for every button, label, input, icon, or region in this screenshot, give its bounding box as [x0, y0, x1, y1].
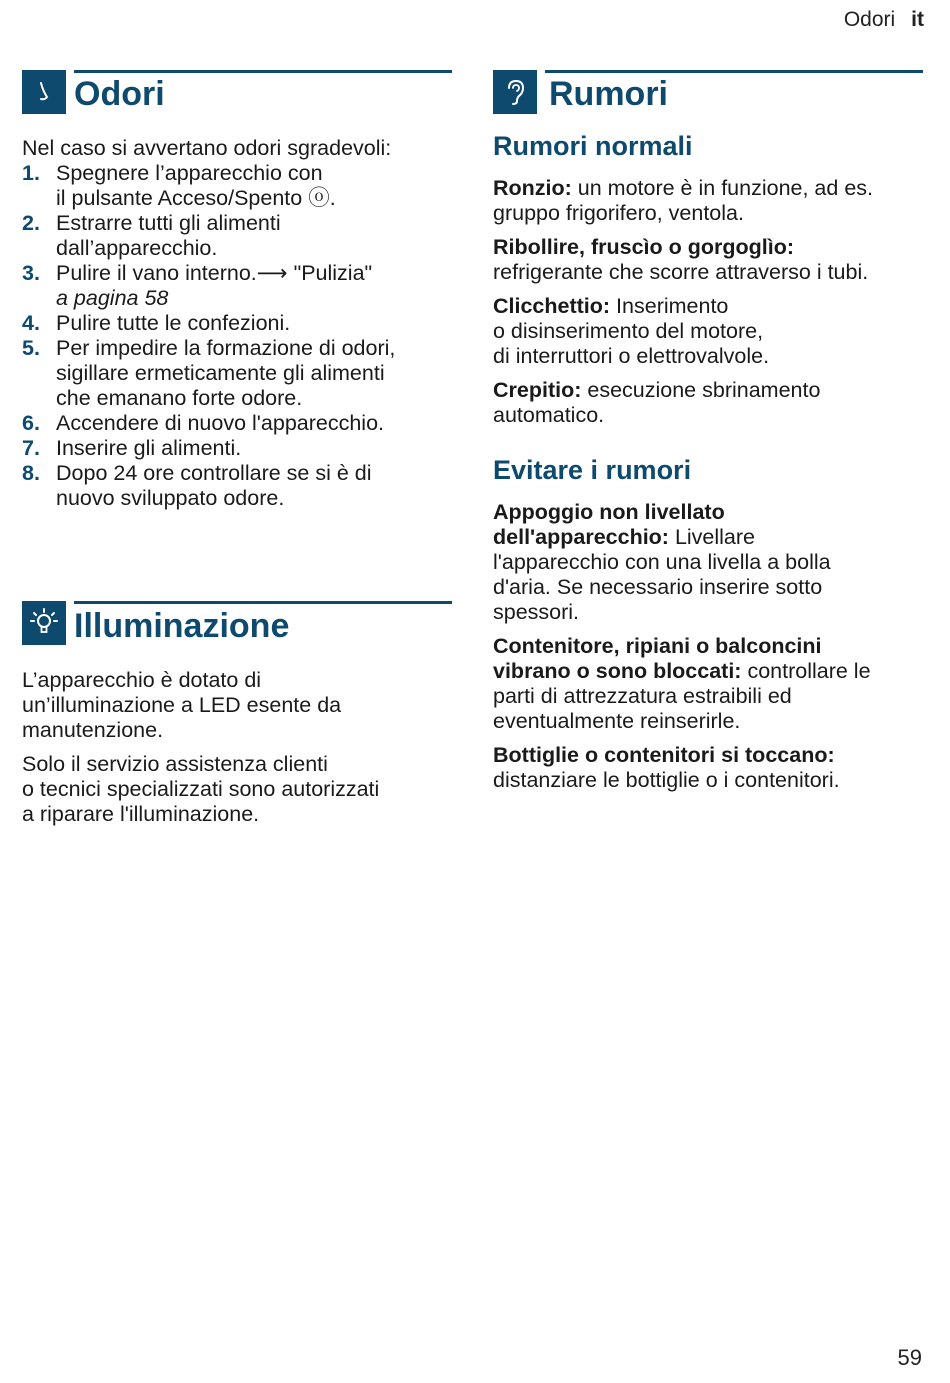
noise-item: Crepitio: esecuzione sbrinamento automatico. [493, 378, 821, 427]
avoid-noise-item: Bottiglie o contenitori si toccano: distanziare le bottiglie o i contenitori. [493, 743, 840, 792]
odori-title: Odori [74, 75, 165, 113]
illuminazione-title: Illuminazione [74, 607, 290, 645]
step-item: 2. Estrarre tutti gli alimenti dall’apparecchio. [22, 211, 281, 260]
running-header [844, 8, 924, 32]
avoid-noise-item: Appoggio non livellato dell'apparecchio: Livellare l'apparecchio con una livella a bolla d'aria. Se necessario inserire sotto spessori. [493, 500, 831, 624]
running-header-section: Odori [843, 8, 896, 31]
ear-icon [493, 70, 537, 114]
step-item: 8. Dopo 24 ore controllare se si è di nuovo sviluppato odore. [22, 461, 372, 510]
rumori-title: Rumori [549, 75, 668, 113]
step-item: 5. Per impedire la formazione di odori, sigillare ermeticamente gli alimenti che emanano forte odore. [22, 336, 396, 410]
illuminazione-section [22, 601, 452, 836]
rumori-section [493, 70, 923, 802]
step-item: 3. Pulire il vano interno.⟶ "Pulizia" a pagina 58 [22, 261, 373, 310]
noise-item: Ribollire, fruscìo o gorgoglìo: refrigerante che scorre attraverso i tubi. [493, 235, 869, 284]
cross-reference-page[interactable]: a pagina 58 [56, 286, 169, 310]
rumori-normali-heading: Rumori normali [493, 131, 693, 161]
odori-heading [22, 70, 452, 118]
rumori-heading [493, 70, 923, 118]
odori-section [22, 70, 452, 511]
illuminazione-para-1: L’apparecchio è dotato di un’illuminazione a LED esente da manutenzione. [22, 668, 342, 742]
noise-item: Clicchettio: Inserimento o disinserimento del motore, di interruttori o elettrovalvole. [493, 294, 770, 368]
step-item: 6. Accendere di nuovo l'apparecchio. [22, 411, 385, 435]
step-item: 1. Spegnere l’apparecchio con il pulsante Acceso/Spento ⓞ. [22, 161, 336, 210]
step-item: 4. Pulire tutte le confezioni. [22, 311, 291, 335]
cross-reference-link[interactable]: Pulire il vano interno.⟶ "Pulizia" [56, 261, 373, 285]
noise-item: Ronzio: un motore è in funzione, ad es. gruppo frigorifero, ventola. [493, 176, 874, 225]
illuminazione-para-2: Solo il servizio assistenza clienti o tecnici specializzati sono autorizzati a riparare l'illuminazione. [22, 752, 380, 826]
page-number: 59 [897, 1345, 922, 1370]
running-header-lang: it [911, 8, 924, 31]
light-bulb-icon [22, 601, 66, 645]
nose-icon [22, 70, 66, 114]
evitare-rumori-heading: Evitare i rumori [493, 455, 692, 485]
illuminazione-heading [22, 601, 452, 649]
avoid-noise-item: Contenitore, ripiani o balconcini vibrano o sono bloccati: controllare le parti di attrezzatura estraibili ed eventualmente reinserirle. [493, 634, 871, 733]
odori-intro: Nel caso si avvertano odori sgradevoli: [22, 136, 392, 160]
step-item: 7. Inserire gli alimenti. [22, 436, 242, 460]
odori-steps [22, 161, 452, 511]
